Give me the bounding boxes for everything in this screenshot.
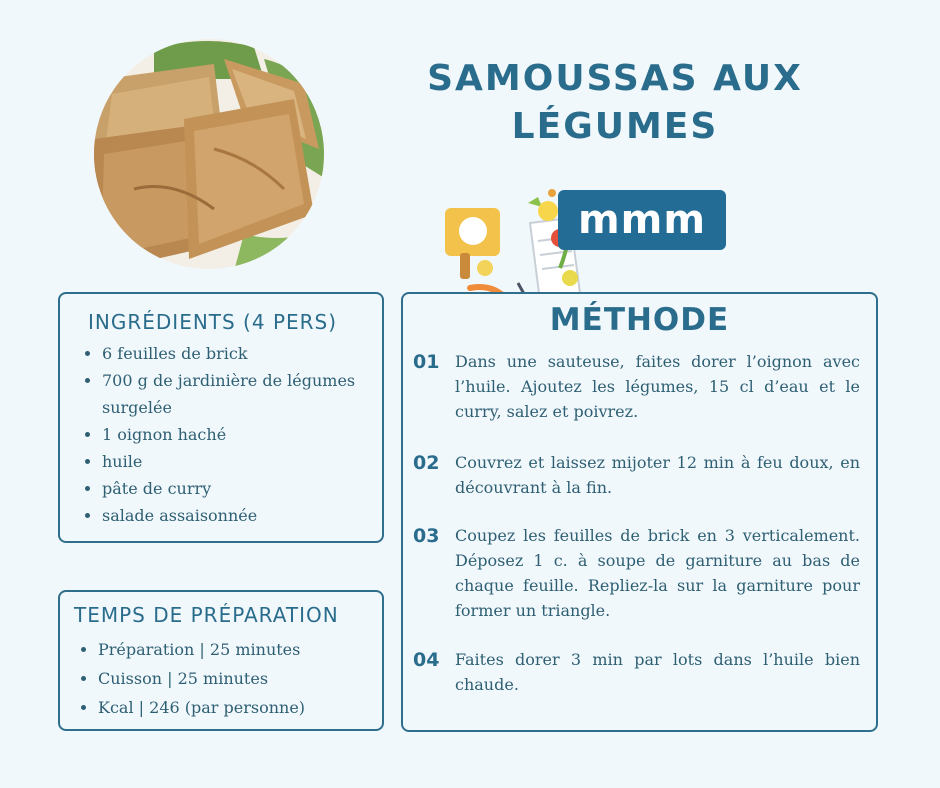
ingredient-item: • pâte de curry — [102, 475, 392, 502]
step-text: Coupez les feuilles de brick en 3 verticalement. Déposez 1 c. à soupe de garniture au bas de chaque feuille. Repliez-la sur la garniture pour former un triangle. — [455, 526, 860, 620]
ingredient-item: • 1 oignon haché — [102, 421, 392, 448]
prep-time-card — [58, 590, 384, 731]
step-number: 02 — [413, 452, 440, 474]
method-heading: MÉTHODE — [549, 302, 730, 338]
ingredient-item: • salade assaisonnée — [102, 502, 392, 529]
recipe-title — [380, 55, 850, 151]
recipe-title-line-2: LÉGUMES — [511, 106, 719, 147]
ingredient-item: • 6 feuilles de brick — [102, 340, 392, 367]
method-card — [401, 292, 878, 732]
step-text: Dans une sauteuse, faites dorer l’oignon avec l’huile. Ajoutez les légumes, 15 cl d’eau et le curry, salez et poivrez. — [455, 352, 860, 421]
method-step — [413, 523, 860, 623]
ingredient-item: • 700 g de jardinière de légumes surgelée — [102, 367, 392, 421]
step-number: 03 — [413, 525, 440, 547]
step-number: 01 — [413, 351, 440, 373]
samosa-photo — [94, 39, 324, 269]
prep-time-item: • Kcal | 246 (par personne) — [98, 693, 398, 722]
ingredients-card — [58, 292, 384, 543]
method-step — [413, 647, 860, 697]
ingredients-heading: INGRÉDIENTS (4 PERS) — [88, 310, 338, 334]
method-step — [413, 349, 860, 424]
step-text: Couvrez et laissez mijoter 12 min à feu doux, en découvrant à la fin. — [455, 453, 860, 497]
recipe-title-line-1: SAMOUSSAS AUX — [427, 58, 803, 99]
ingredient-item: • huile — [102, 448, 392, 475]
method-step — [413, 450, 860, 500]
step-number: 04 — [413, 649, 440, 671]
prep-time-item: • Préparation | 25 minutes — [98, 635, 398, 664]
step-text: Faites dorer 3 min par lots dans l’huile bien chaude. — [455, 650, 860, 694]
mmm-badge: mmm — [558, 190, 726, 250]
prep-time-list — [76, 635, 398, 722]
prep-time-item: • Cuisson | 25 minutes — [98, 664, 398, 693]
prep-time-heading: TEMPS DE PRÉPARATION — [74, 603, 339, 627]
ingredients-list — [80, 340, 392, 529]
